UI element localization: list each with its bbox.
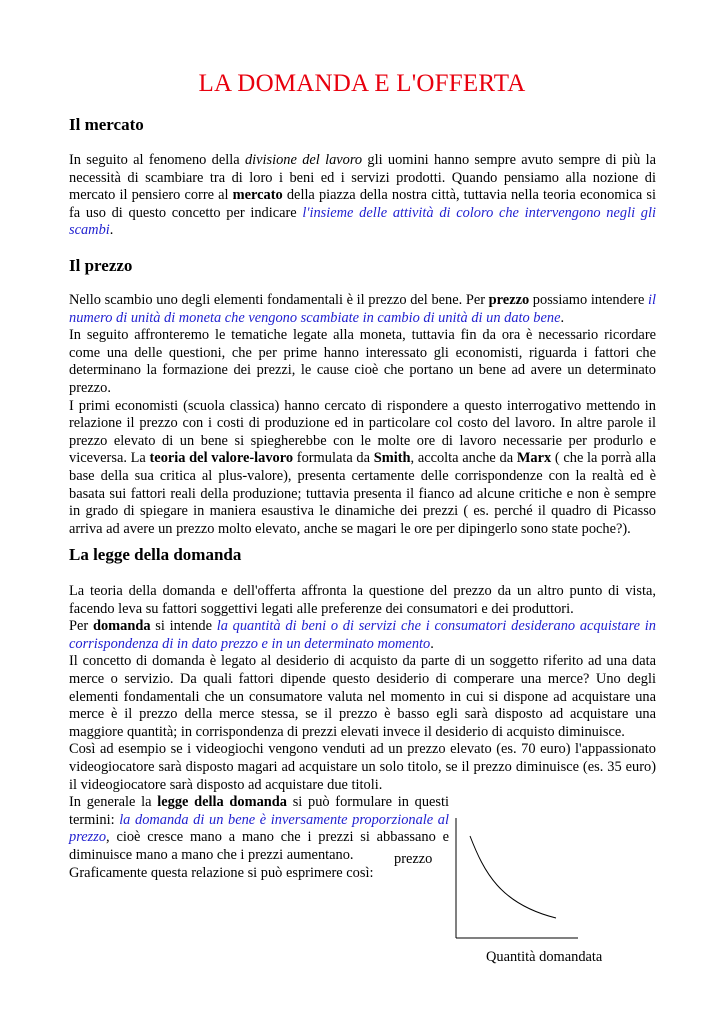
- graph-y-label: prezzo: [394, 851, 433, 867]
- page-title: LA DOMANDA E L'OFFERTA: [198, 70, 526, 97]
- paragraph-prezzo-classici: I primi economisti (scuola classica) hanno cercato di rispondere a questo interrogativo mettendo in relazione il prezzo con i costi di produzione ed in particolare col costo del lavoro. In altre parole il prezzo elevato di un bene si spiegherebbe con le molte ore di lavoro necessarie per produrlo e viceversa. La teoria del valore-lavoro formulata da Smith, accolta anche da Marx ( che la porrà alla base della sua critica al plus-valore), presenta certamente delle corrispondenze con la realtà ed è basata sui fattori reali della produzione; tuttavia presenta il fianco ad alcune critiche e non è sempre in grado di spiegare in maniera esaustiva le dinamiche dei prezzi ( es. perché il quadro di Picasso arriva ad avere un prezzo molto elevato, anche se magari le ore per dipingerlo sono state poche?).: [69, 397, 656, 537]
- paragraph-mercato: In seguito al fenomeno della divisione del lavoro gli uomini hanno sempre avuto sempre di più la necessità di scambiare tra di loro i beni ed i servizi prodotti. Quando pensiamo alla nozione di mercato il pensiero corre al mercato della piazza della nostra città, tuttavia nella teoria economica si fa uso di questo concetto per indicare l'insieme delle attività di coloro che intervengono negli gli scambi.: [69, 152, 656, 239]
- paragraph-domanda-intro: La teoria della domanda e dell'offerta affronta la questione del prezzo da un altro punto di vista, facendo leva su fattori soggettivi legati alle preferenze dei consumatori e dei produttori.: [69, 583, 656, 617]
- paragraph-domanda-desiderio: Il concetto di domanda è legato al desiderio di acquisto da parte di un soggetto riferito ad una data merce o servizio. Da quali fattori dipende questo desiderio di comperare una merce? Uno degli elementi fondamentali che un consumatore valuta nel momento in cui si dispone ad acquistare una merce è il prezzo della merce stessa, se il prezzo è basso egli sarà disposto ad acquistare una maggiore quantità; in corrispondenza di prezzi elevati invece il desiderio di acquisto diminuisce.: [69, 653, 656, 740]
- demand-curve-graph: [380, 812, 620, 972]
- paragraph-domanda-grafico: Graficamente questa relazione si può esprimere così:: [69, 864, 374, 881]
- paragraph-prezzo-definition: Nello scambio uno degli elementi fondamentali è il prezzo del bene. Per prezzo possiamo intendere il numero di unità di moneta che vengono scambiate in cambio di unità di un dato bene.: [69, 292, 656, 326]
- heading-mercato: Il mercato: [69, 115, 144, 134]
- paragraph-domanda-esempio: Così ad esempio se i videogiochi vengono venduti ad un prezzo elevato (es. 70 euro) l'appassionato videogiocatore sarà disposto magari ad acquistare un solo titolo, se il prezzo diminuisce (es. 35 euro) il videogiocatore sarà disposto ad acquistare due titoli.: [69, 741, 656, 793]
- heading-domanda: La legge della domanda: [69, 545, 242, 564]
- demand-curve: [470, 836, 556, 918]
- paragraph-domanda-definition: Per domanda si intende la quantità di beni o di servizi che i consumatori desiderano acquistare in corrispondenza di in dato prezzo e in un determinato momento.: [69, 618, 657, 652]
- paragraphs-prezzo: [69, 292, 656, 538]
- paragraph-prezzo-moneta: In seguito affronteremo le tematiche legate alla moneta, tuttavia fin da ora è necessario ricordare come una delle questioni, che per prime hanno interessato gli economisti, riguarda i fattori che determinano la formazione dei prezzi, le cause cioè che portano un bene ad avere un determinato prezzo.: [69, 327, 656, 396]
- graph-x-label: Quantità domandata: [486, 949, 603, 965]
- heading-prezzo: Il prezzo: [69, 256, 133, 275]
- paragraph-domanda-legge: In generale la legge della domanda si può formulare in questi termini: la domanda di un bene è inversamente proporzionale al prezzo, cioè cresce mano a mano che i prezzi si abbassano e diminuisce mano a mano che i prezzi aumentano.: [69, 794, 449, 863]
